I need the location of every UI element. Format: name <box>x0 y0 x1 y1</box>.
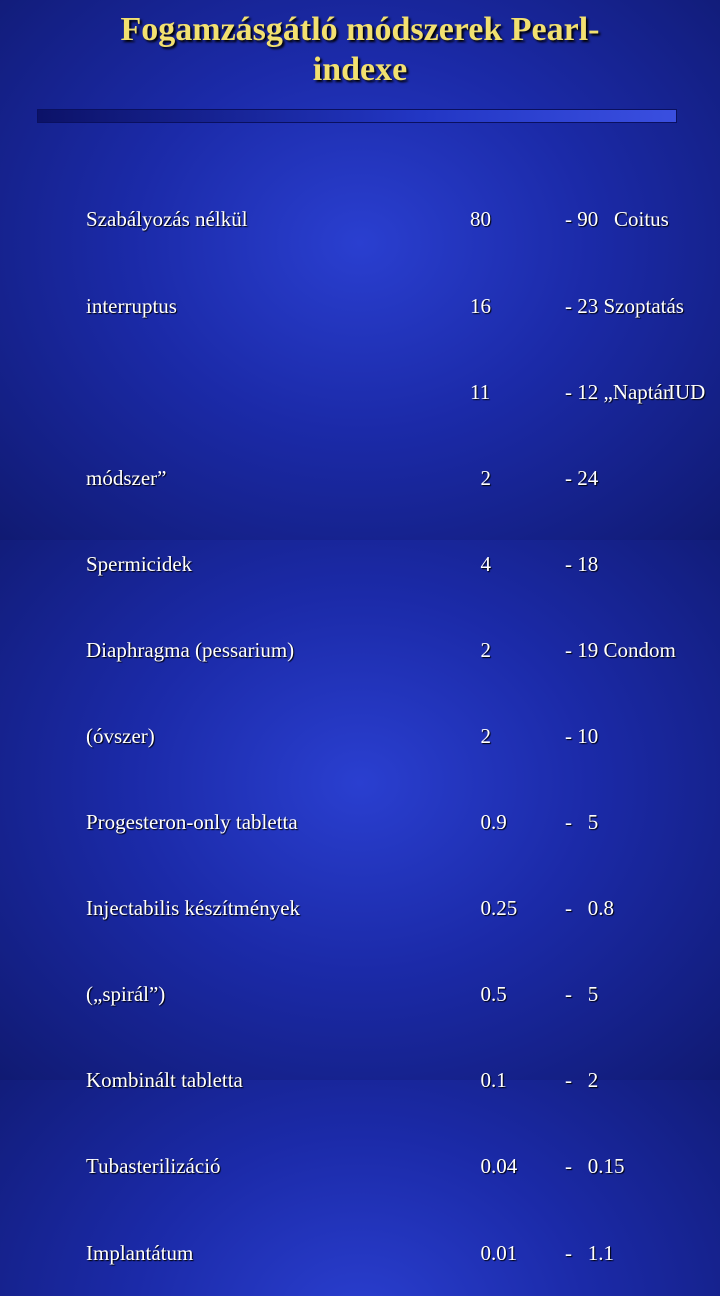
method-label: (óvszer) <box>86 723 155 748</box>
index-range-value: - 5 <box>565 982 599 1007</box>
index-range-value: - 90 Coitus <box>565 207 669 232</box>
pearl-index-low-column <box>470 148 540 1296</box>
index-value: 0.5 <box>470 982 507 1007</box>
slide-title-line-1: Fogamzásgátló módszerek Pearl- <box>120 11 600 48</box>
method-label: Injectabilis készítmények <box>86 896 301 921</box>
method-label: Kombinált tabletta <box>86 1068 243 1093</box>
index-value: 0.01 <box>470 1240 518 1265</box>
method-label <box>86 378 300 407</box>
method-label: módszer” <box>86 465 167 490</box>
index-value: 0.04 <box>470 1154 518 1179</box>
index-range-value: - 5 <box>565 810 599 835</box>
index-range-value: - 0.15 <box>565 1154 625 1179</box>
index-value: 16 <box>470 293 491 318</box>
index-range-value: - 10 <box>565 723 599 748</box>
index-range-value: - 2 <box>565 1068 599 1093</box>
method-column <box>86 148 300 1296</box>
slide-title-line-2: indexe <box>312 51 408 88</box>
index-value: 0.25 <box>470 896 518 921</box>
index-range-value: - 0.8 <box>565 896 614 921</box>
method-label: Diaphragma (pessarium) <box>86 637 295 662</box>
method-label: Szabályozás nélkül <box>86 207 248 232</box>
slide-title <box>0 10 720 90</box>
index-range-value: - 24 <box>565 465 599 490</box>
method-label: Implantátum <box>86 1240 194 1265</box>
index-range-value: - 1.1 <box>565 1240 614 1265</box>
pearl-index-high-column <box>565 148 684 1296</box>
index-value: 80 <box>470 207 491 232</box>
iud-label: IUD <box>668 379 706 404</box>
method-label: Tubasterilizáció <box>86 1154 221 1179</box>
method-label: Spermicidek <box>86 551 193 576</box>
index-value: 2 <box>470 637 491 662</box>
title-underline-bar <box>37 109 677 123</box>
index-range-value: - 18 <box>565 551 599 576</box>
method-label: interruptus <box>86 293 177 318</box>
index-value: 0.9 <box>470 810 507 835</box>
index-range-value: - 12 „Naptár <box>565 379 670 404</box>
index-value: 0.1 <box>470 1068 507 1093</box>
index-range-value: - 19 Condom <box>565 637 676 662</box>
index-range-value: - 23 Szoptatás <box>565 293 684 318</box>
index-value: 11 <box>470 379 491 404</box>
index-value: 4 <box>470 551 491 576</box>
index-value: 2 <box>470 465 491 490</box>
index-value: 2 <box>470 723 491 748</box>
method-label: Progesteron-only tabletta <box>86 810 298 835</box>
method-label: („spirál”) <box>86 982 166 1007</box>
